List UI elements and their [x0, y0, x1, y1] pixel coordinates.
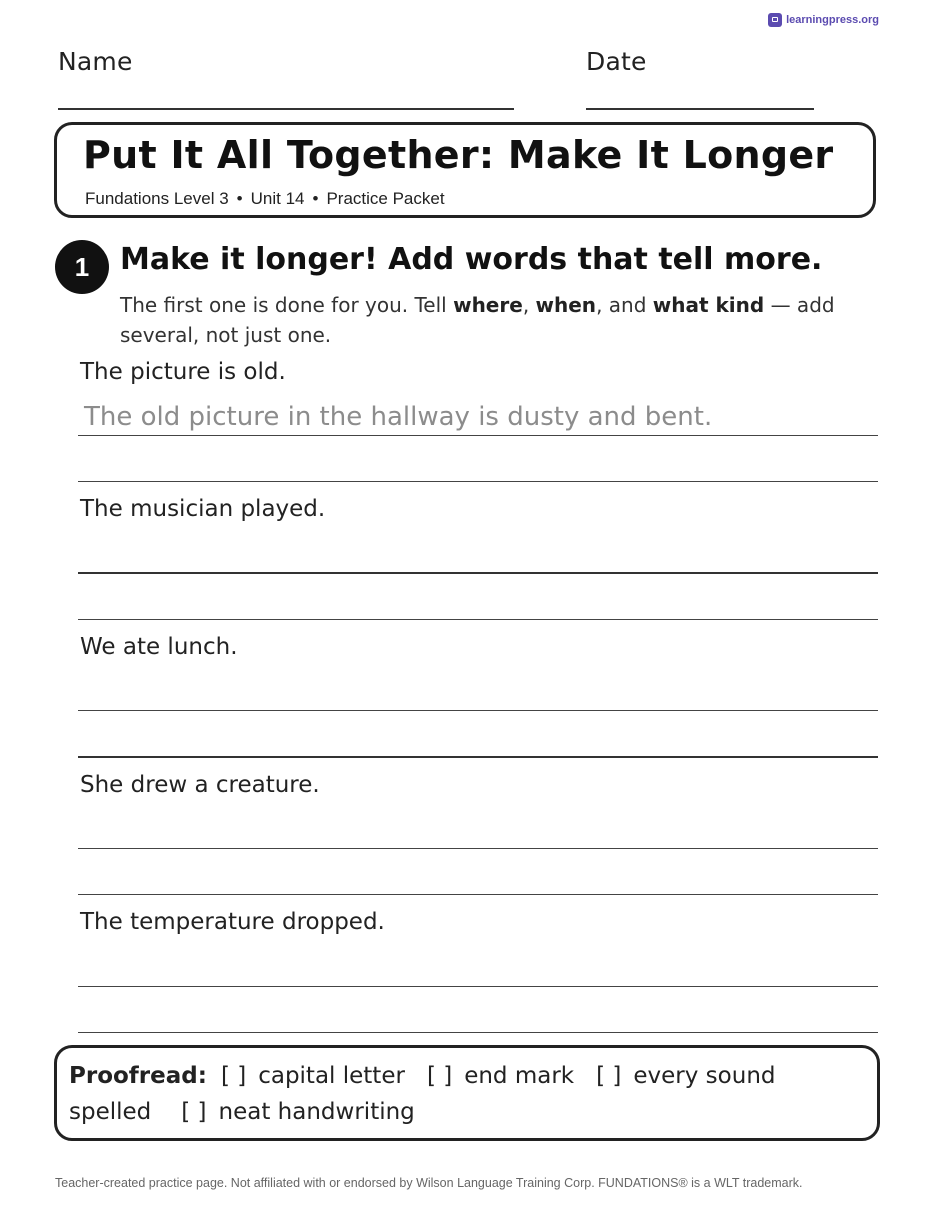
writing-line[interactable]	[78, 1032, 878, 1033]
prompt-5: The temperature dropped.	[80, 909, 385, 935]
proofread-box	[54, 1045, 880, 1141]
page-title: Put It All Together: Make It Longer	[83, 133, 834, 177]
writing-line[interactable]	[78, 481, 878, 482]
prompt-3: We ate lunch.	[80, 634, 238, 660]
prompt-2: The musician played.	[80, 496, 326, 522]
proofread-item-neat-handwriting[interactable]	[181, 1099, 415, 1125]
checkbox[interactable]: [ ]	[596, 1063, 622, 1089]
name-field[interactable]	[58, 108, 514, 110]
writing-line[interactable]	[78, 435, 878, 436]
checkbox[interactable]: [ ]	[426, 1063, 453, 1089]
proofread-item-label: end mark	[464, 1063, 575, 1089]
instructions-comma: ,	[522, 293, 536, 317]
brand-text: learningpress.org	[786, 14, 879, 26]
title-box	[54, 122, 876, 218]
separator: •	[312, 189, 319, 208]
instructions-part1: The first one is done for you. Tell	[120, 293, 454, 317]
proofread-item-capital-letter[interactable]	[221, 1063, 405, 1089]
example-answer: The old picture in the hallway is dusty and bent.	[84, 402, 713, 432]
prompt-1: The picture is old.	[80, 359, 286, 385]
checkbox[interactable]: [ ]	[220, 1063, 247, 1089]
writing-line[interactable]	[78, 619, 878, 620]
writing-line[interactable]	[78, 756, 878, 758]
proofread-item-end-mark[interactable]	[427, 1063, 574, 1089]
instructions-part3: — add several, not just one.	[120, 293, 835, 347]
proofread-item-label: capital letter	[258, 1063, 405, 1089]
section-heading: Make it longer! Add words that tell more.	[120, 242, 823, 277]
section-number-badge: 1	[55, 240, 109, 294]
proofread-label: Proofread:	[69, 1063, 207, 1089]
instructions	[120, 290, 880, 350]
subtitle	[85, 189, 445, 209]
checkbox[interactable]: [ ]	[181, 1099, 207, 1125]
subtitle-level: Fundations Level 3	[85, 189, 229, 208]
writing-line[interactable]	[78, 572, 878, 574]
brand-link[interactable]	[768, 13, 879, 27]
date-label: Date	[586, 47, 647, 76]
prompt-4: She drew a creature.	[80, 772, 320, 798]
date-field[interactable]	[586, 108, 814, 110]
proofread-checklist	[69, 1058, 869, 1130]
name-label: Name	[58, 47, 133, 76]
footer-disclaimer: Teacher-created practice page. Not affiliated with or endorsed by Wilson Language Training Corp. FUNDATIONS® is a WLT trademark.	[55, 1176, 803, 1190]
writing-line[interactable]	[78, 986, 878, 987]
learningpress-logo-icon	[768, 13, 782, 27]
writing-line[interactable]	[78, 894, 878, 895]
writing-line[interactable]	[78, 848, 878, 849]
instructions-where: where	[453, 293, 523, 317]
instructions-when: when	[535, 293, 597, 317]
subtitle-unit: Unit 14	[250, 189, 305, 208]
proofread-item-label: every sound spelled	[69, 1063, 776, 1125]
proofread-item-label: neat handwriting	[218, 1099, 415, 1125]
separator: •	[236, 189, 243, 208]
subtitle-packet: Practice Packet	[326, 189, 445, 208]
writing-line[interactable]	[78, 710, 878, 711]
instructions-part2: , and	[596, 293, 653, 317]
instructions-what-kind: what kind	[652, 293, 765, 317]
